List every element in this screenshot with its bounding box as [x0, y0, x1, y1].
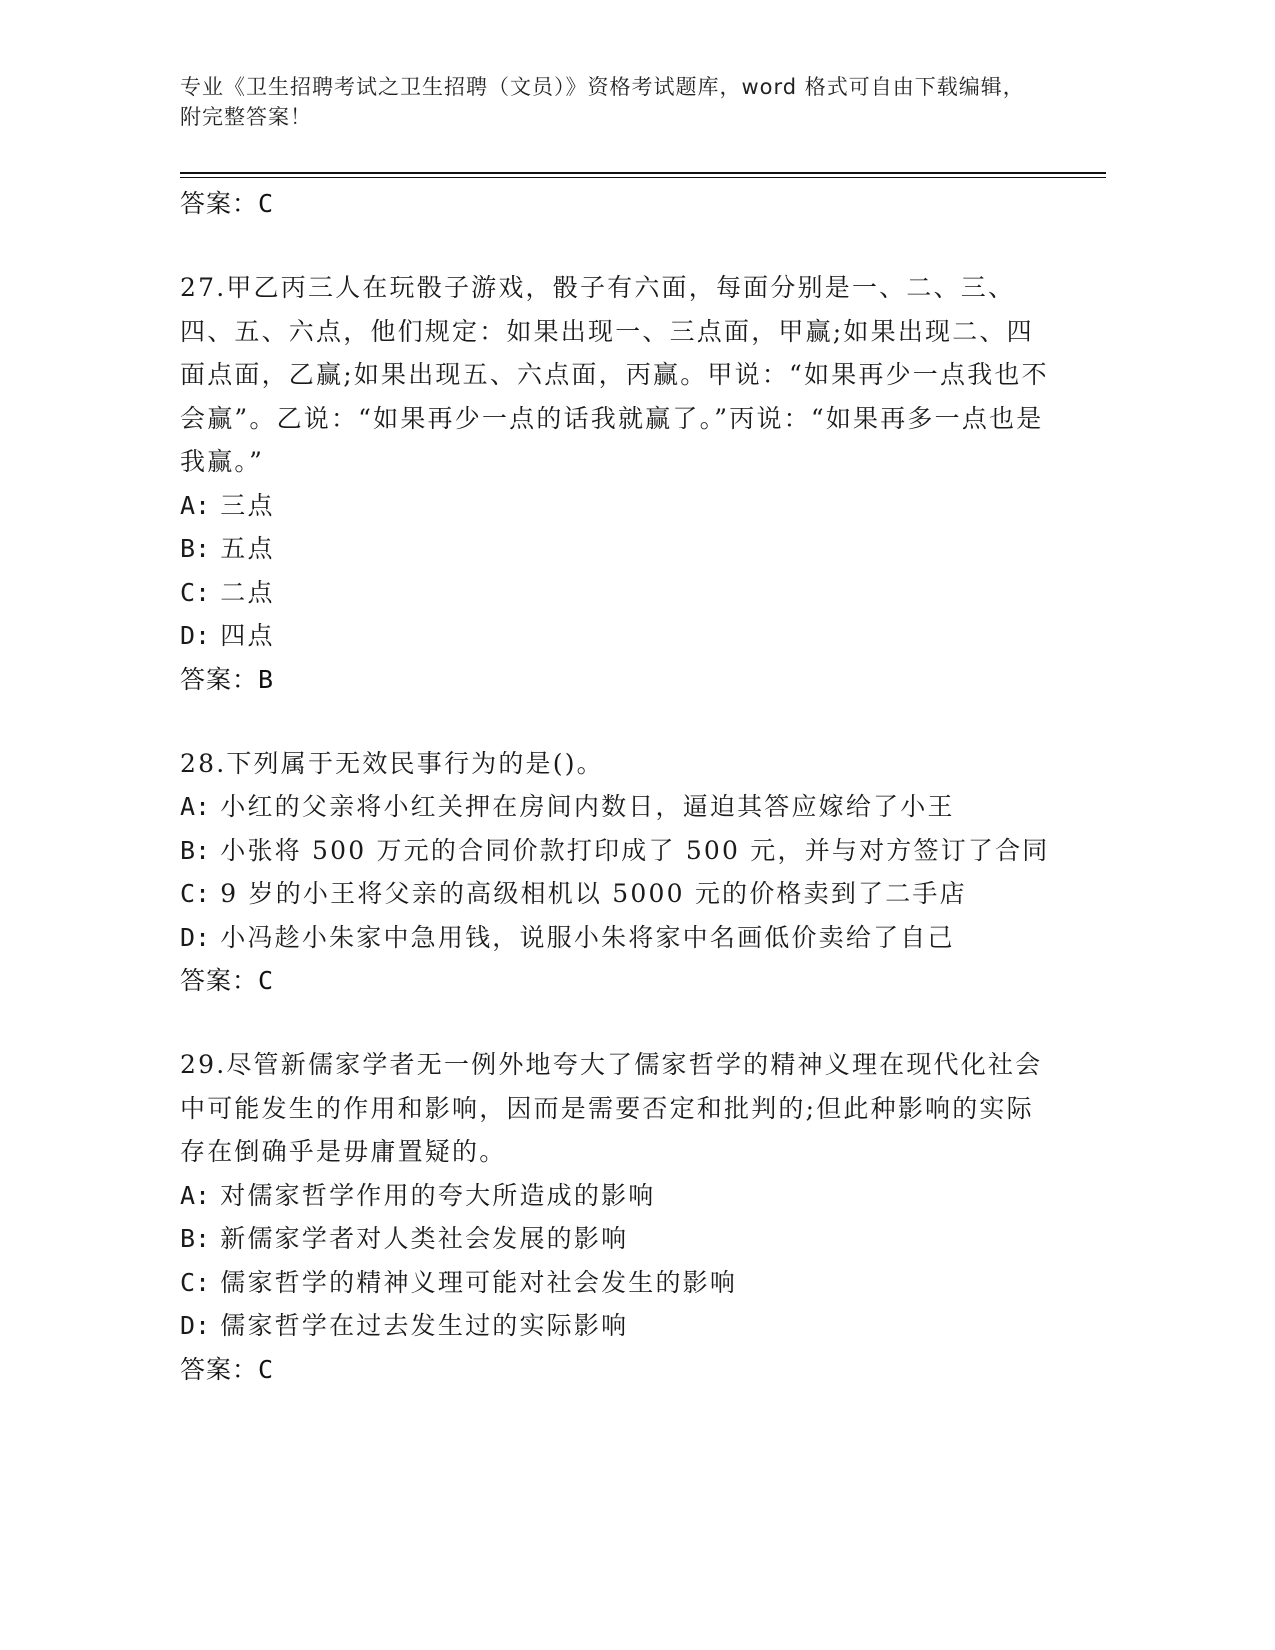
option-key: C: — [180, 577, 211, 607]
option-text: 儒家哲学在过去发生过的实际影响 — [220, 1311, 629, 1340]
question-stem: 27.甲乙丙三人在玩骰子游戏，骰子有六面，每面分别是一、二、三、四、五、六点，他们规定：如果出现一、三点面，甲赢;如果出现二、四面点面，乙赢;如果出现五、六点面，丙赢。甲说：“如果再少一点我也不会赢”。乙说：“如果再少一点的话我就赢了。”丙说：“如果再多一点也是我赢。” — [180, 273, 1049, 476]
option-a — [180, 785, 1060, 829]
header-divider-thick — [180, 172, 1106, 174]
option-text: 三点 — [220, 490, 275, 520]
option-text: 小红的父亲将小红关押在房间内数日，逼迫其答应嫁给了小王 — [220, 792, 955, 821]
answer-value: C — [258, 1354, 275, 1384]
option-c — [180, 1261, 1060, 1305]
option-key: A: — [180, 490, 211, 520]
option-key: C: — [180, 1267, 211, 1297]
option-key: A: — [180, 1180, 211, 1210]
question-29 — [180, 1043, 1060, 1392]
question-27 — [180, 266, 1060, 702]
document-body — [180, 182, 1060, 1392]
answer-line — [180, 182, 1060, 226]
option-c — [180, 571, 1060, 615]
answer-label: 答案： — [180, 1354, 259, 1384]
answer-line — [180, 658, 1060, 702]
answer-label: 答案： — [180, 966, 259, 995]
option-d — [180, 614, 1060, 658]
document-header: 专业《卫生招聘考试之卫生招聘（文员）》资格考试题库，word 格式可自由下载编辑，附完整答案！ — [180, 75, 1025, 129]
header-divider-thin — [180, 177, 1106, 178]
option-text: 五点 — [220, 534, 275, 563]
question-stem: 28.下列属于无效民事行为的是()。 — [180, 748, 604, 778]
answer-label: 答案： — [180, 664, 259, 694]
option-text: 对儒家哲学作用的夸大所造成的影响 — [220, 1180, 656, 1210]
option-text: 9 岁的小王将父亲的高级相机以 5000 元的价格卖到了二手店 — [220, 879, 967, 908]
option-key: C: — [180, 879, 211, 908]
option-text: 小张将 500 万元的合同价款打印成了 500 元，并与对方签订了合同 — [220, 835, 1050, 865]
option-text: 儒家哲学的精神义理可能对社会发生的影响 — [220, 1267, 738, 1297]
answer-line — [180, 1348, 1060, 1392]
answer-label: 答案： — [180, 189, 259, 218]
option-d — [180, 1304, 1060, 1348]
option-key: B: — [180, 835, 211, 865]
option-text: 小冯趁小朱家中急用钱，说服小朱将家中名画低价卖给了自己 — [220, 922, 955, 952]
option-key: D: — [180, 1311, 211, 1340]
answer-value: B — [258, 664, 275, 694]
option-c — [180, 872, 1060, 916]
option-text: 新儒家学者对人类社会发展的影响 — [220, 1224, 629, 1253]
option-b — [180, 1217, 1060, 1261]
option-a — [180, 1174, 1060, 1218]
option-key: B: — [180, 534, 211, 563]
option-text: 四点 — [220, 621, 275, 650]
option-a — [180, 484, 1060, 528]
option-key: A: — [180, 792, 211, 821]
option-key: B: — [180, 1224, 211, 1253]
answer-value: C — [258, 189, 275, 218]
option-b — [180, 829, 1060, 873]
question-stem: 29.尽管新儒家学者无一例外地夸大了儒家哲学的精神义理在现代化社会中可能发生的作用和影响，因而是需要否定和批判的;但此种影响的实际存在倒确乎是毋庸置疑的。 — [180, 1050, 1043, 1166]
option-b — [180, 527, 1060, 571]
option-d — [180, 916, 1060, 960]
option-text: 二点 — [220, 577, 275, 607]
answer-value: C — [258, 966, 275, 995]
question-28 — [180, 742, 1060, 1004]
answer-line — [180, 959, 1060, 1003]
option-key: D: — [180, 621, 211, 650]
option-key: D: — [180, 922, 211, 952]
